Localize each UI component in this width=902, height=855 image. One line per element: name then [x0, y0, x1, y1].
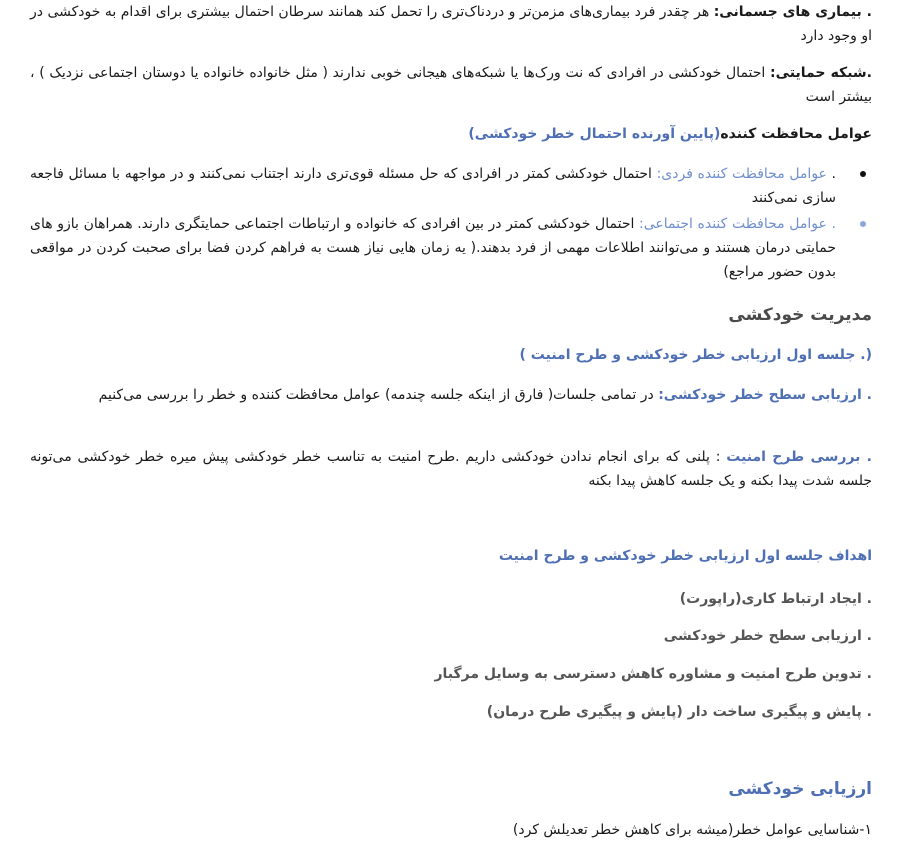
individual-factor-text: احتمال خودکشی کمتر در افرادی که حل مسئله قوی‌تری دارند اجتناب نمی‌کنند و در مواجهه با مسائل فاجعه سازی نمی‌کنند: [30, 166, 836, 206]
protective-factors-title: عوامل محافظت کننده: [720, 126, 872, 142]
support-network-label: .شبکه حمایتی:: [770, 65, 873, 81]
goal-item: . ایجاد ارتباط کاری(راپورت): [679, 591, 872, 607]
goal-item: . تدوین طرح امنیت و مشاوره کاهش دسترسی به وسایل مرگبار: [434, 666, 872, 682]
protective-factors-heading: [30, 122, 872, 146]
physical-illness-label: . بیماری های جسمانی:: [713, 4, 872, 20]
protective-factor-social: [30, 212, 872, 284]
goal-item: . پایش و پیگیری ساخت دار (پایش و پیگیری طرح درمان): [486, 704, 872, 720]
risk-level-paragraph: [30, 383, 872, 407]
bullet-dot-icon: [860, 221, 866, 227]
risk-level-text: در تمامی جلسات( فارق از اینکه جلسه چندمه) عوامل محافظت کننده و خطر را بررسی می‌کنیم: [98, 387, 659, 403]
social-factor-label: عوامل محافظت کننده اجتماعی:: [639, 216, 832, 232]
physical-illness-text: هر چقدر فرد بیماری‌های مزمن‌تر و دردناک‌تری را تحمل کند همانند سرطان احتمال بیشتری برای اقدام به خودکشی در او وجود دارد: [30, 4, 872, 44]
safety-plan-text: : پلنی که برای انجام ندادن خودکشی داریم .طرح امنیت به تناسب خطر خودکشی پیش میره خطر خودکشی می‌تونه جلسه شدت پیدا بکنه و یک جلسه کاهش پیدا بکنه: [30, 449, 872, 489]
protective-factor-individual: [30, 162, 872, 210]
support-network-text: احتمال خودکشی در افرادی که نت ورک‌ها یا شبکه‌های هیجانی خوبی ندارند ( مثل خانواده خانواده یا دوستان اجتماعی نزدیک ) ، بیشتر است: [30, 65, 872, 105]
first-session-line: (. جلسه اول ارزیابی خطر خودکشی و طرح امنیت ): [519, 347, 872, 363]
bullet-prefix: .: [831, 216, 836, 232]
individual-factor-label: عوامل محافظت کننده فردی:: [656, 166, 832, 182]
bullet-prefix: .: [831, 166, 836, 182]
document-page: [30, 0, 872, 855]
safety-plan-label: . بررسی طرح امنیت: [726, 449, 873, 465]
risk-level-label: . ارزیابی سطح خطر خودکشی:: [658, 387, 872, 403]
protective-factors-subtitle: (پایین آورنده احتمال خطر خودکشی): [468, 126, 721, 142]
goals-heading: اهداف جلسه اول ارزیابی خطر خودکشی و طرح امنیت: [498, 548, 872, 564]
assessment-first-item: ۱-شناسایی عوامل خطر(میشه برای کاهش خطر تعدیلش کرد): [512, 822, 872, 838]
social-factor-text: احتمال خودکشی کمتر در بین افرادی که خانواده و ارتباطات اجتماعی حمایتگری دارند. همراهان بازو های حمایتی درمان هستند و می‌توانند اطلاعات مهمی از فرد بدهند.( یه زمان هایی نیاز هست به فراهم کردن فضا برای صحبت کردن در مواقعی بدون حضور مراجع): [30, 216, 836, 280]
physical-illness-paragraph: [30, 0, 872, 48]
bullet-dot-icon: [860, 171, 866, 177]
goal-item: . ارزیابی سطح خطر خودکشی: [663, 628, 872, 644]
suicide-management-heading: مدیریت خودکشی: [728, 305, 872, 325]
safety-plan-paragraph: [30, 445, 872, 493]
assessment-heading: ارزیابی خودکشی: [728, 779, 872, 799]
support-network-paragraph: [30, 61, 872, 109]
